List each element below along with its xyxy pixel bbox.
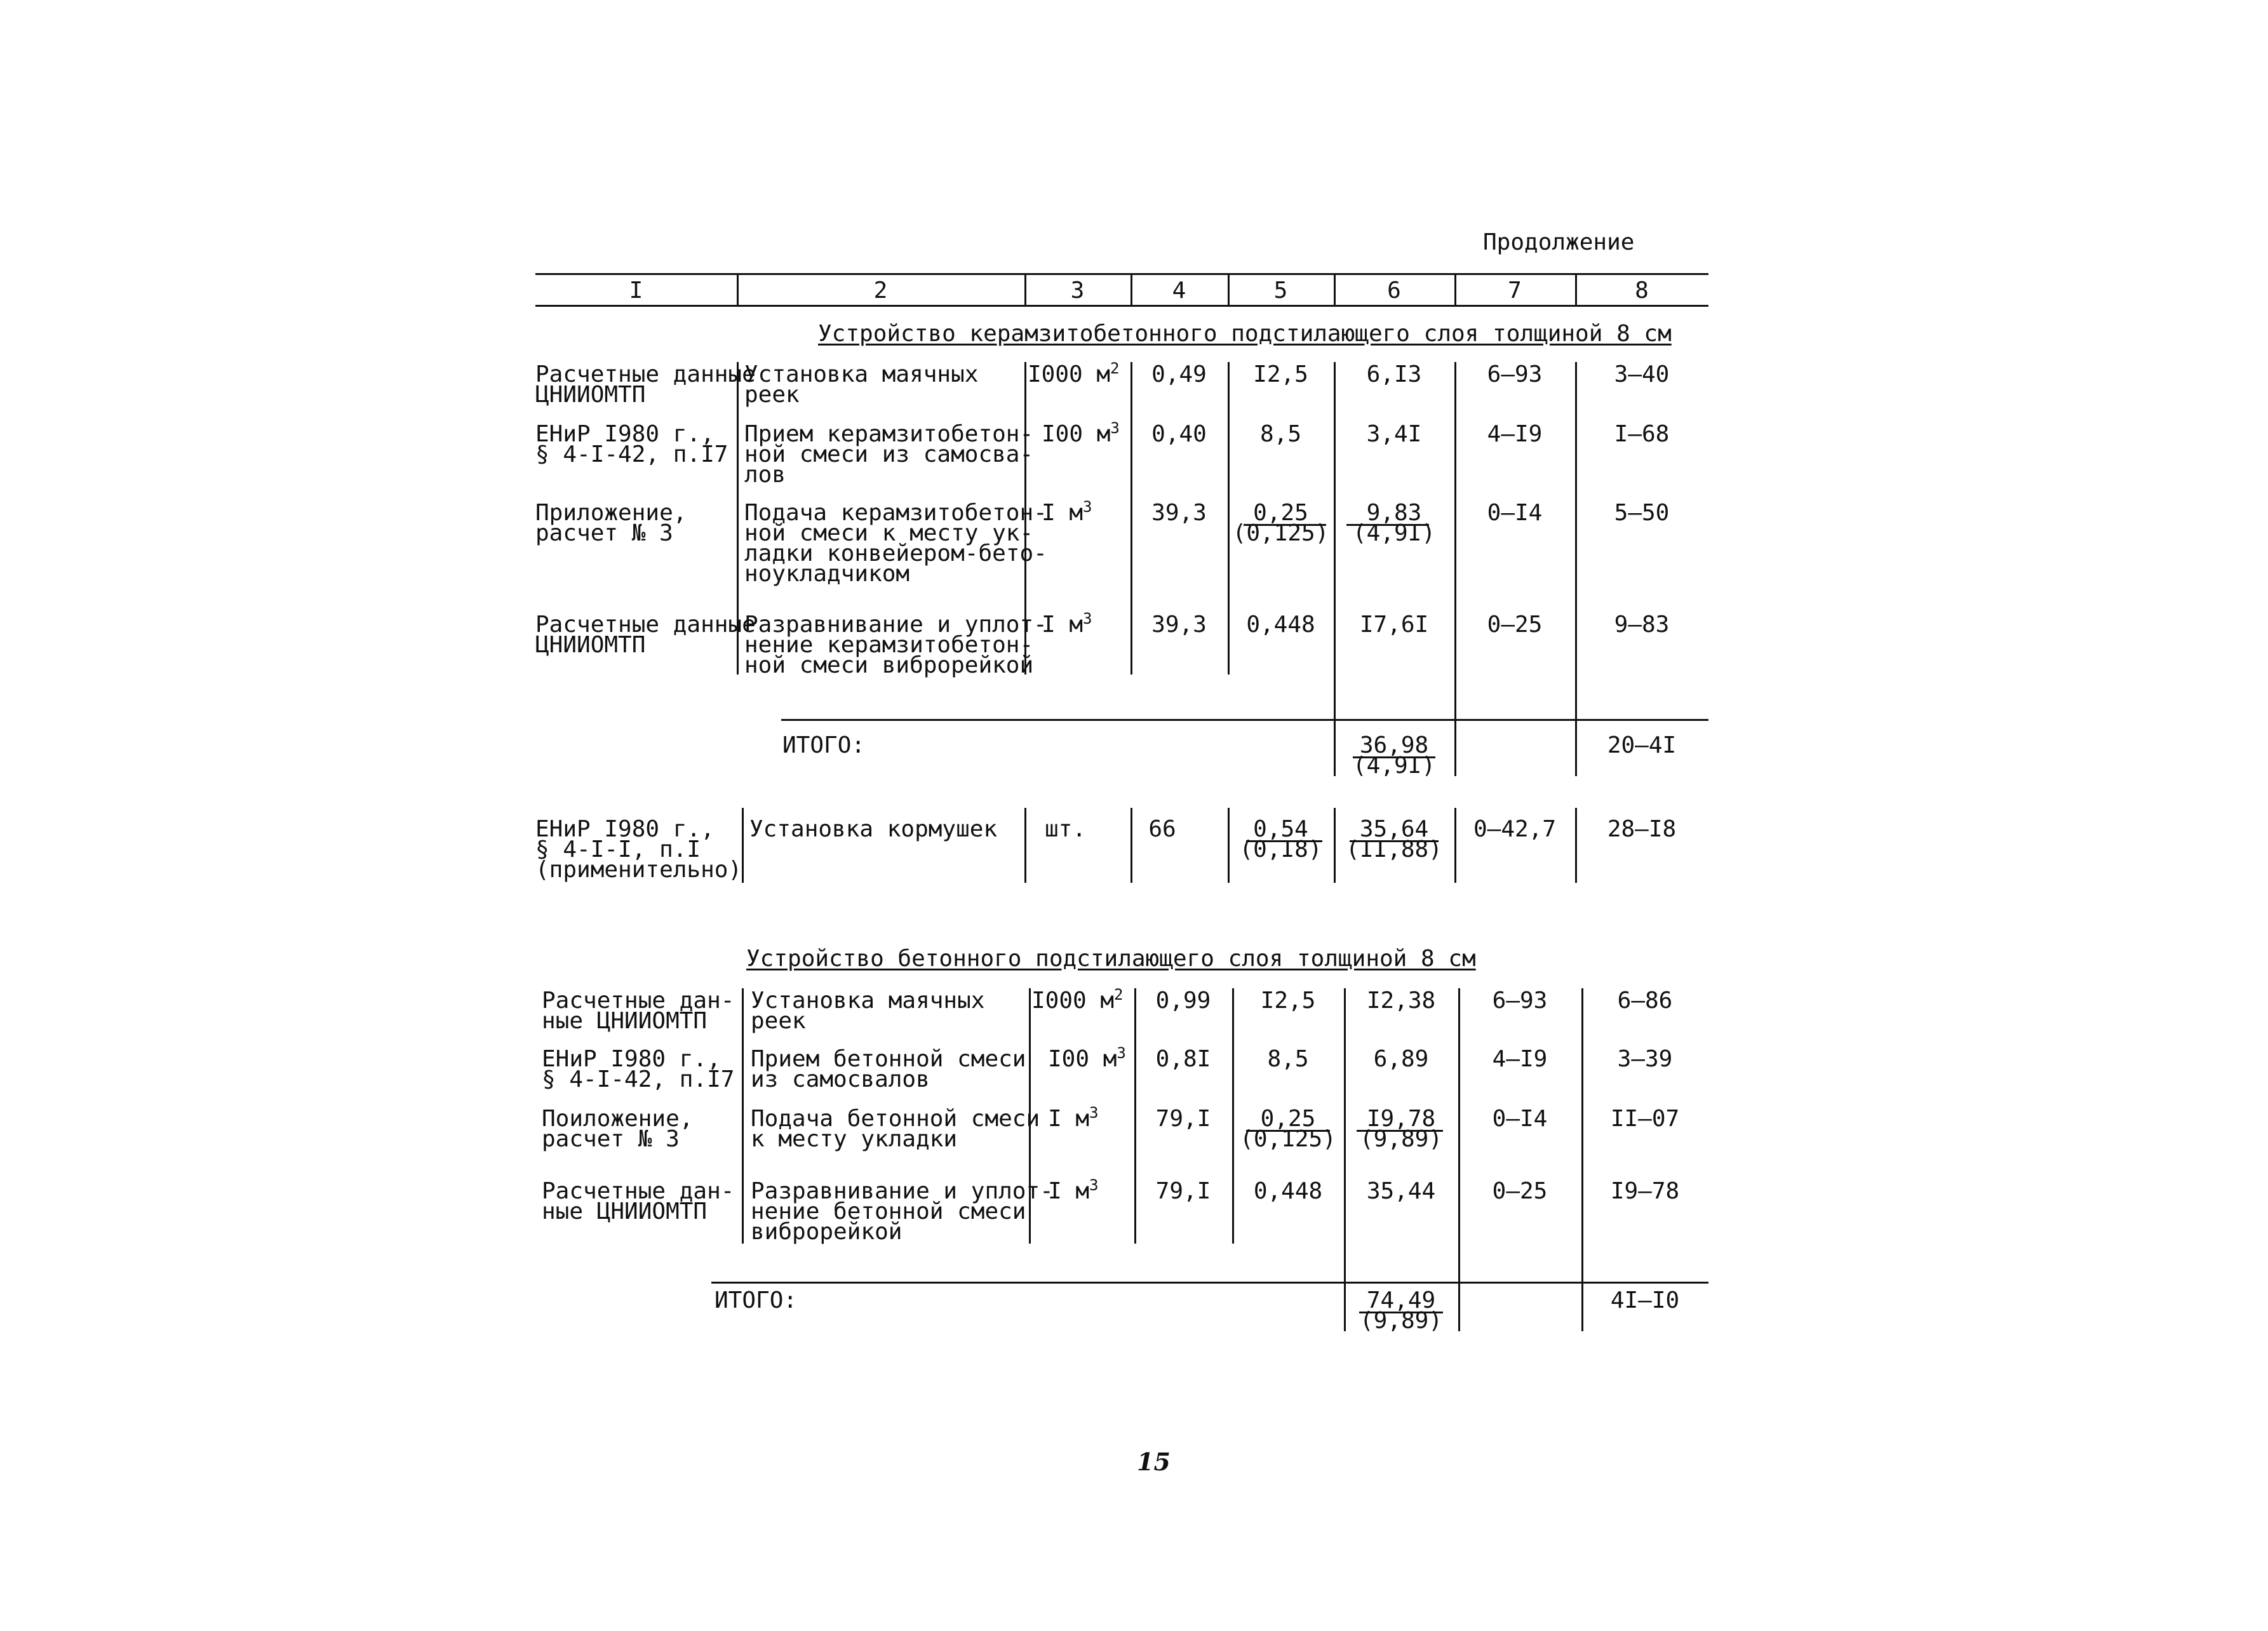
source-cell: ЕНиР I980 г., § 4-I-42, п.I7 bbox=[542, 1046, 735, 1092]
total-label: ИТОГО: bbox=[782, 732, 866, 758]
total-col8: 20–4I bbox=[1607, 732, 1677, 758]
total-rule bbox=[781, 719, 1708, 721]
header-bottom-rule bbox=[535, 305, 1708, 307]
header-col-6: 6 bbox=[1387, 278, 1401, 304]
total-col6-numerator: 36,98 bbox=[1359, 732, 1429, 758]
col8-cell: 3–40 bbox=[1614, 361, 1670, 387]
col4-cell: 0,99 bbox=[1155, 988, 1211, 1014]
header-top-rule bbox=[535, 273, 1708, 275]
col4-cell: 0,49 bbox=[1151, 361, 1207, 387]
col8-cell: 28–I8 bbox=[1607, 816, 1677, 842]
col7-cell: 6–93 bbox=[1492, 988, 1548, 1014]
col7-cell: 0–25 bbox=[1492, 1178, 1548, 1204]
source-cell: Приложение, расчет № 3 bbox=[535, 500, 687, 546]
column-rule bbox=[1581, 988, 1583, 1331]
unit-cell: I $м^3$ bbox=[1042, 498, 1092, 526]
col8-cell: I9–78 bbox=[1610, 1178, 1680, 1204]
total-label: ИТОГО: bbox=[715, 1287, 798, 1313]
source-cell: Расчетные дан- ные ЦНИИОМТП bbox=[542, 1178, 735, 1225]
col4-cell: 79,I bbox=[1155, 1106, 1211, 1132]
col4-cell: 79,I bbox=[1155, 1178, 1211, 1204]
col8-cell: 9–83 bbox=[1614, 612, 1670, 638]
col5-cell: I2,5 bbox=[1253, 361, 1308, 387]
work-cell: Установка маячных реек bbox=[751, 988, 985, 1034]
total-col6-denominator: (9,89) bbox=[1359, 1308, 1443, 1334]
header-col-7: 7 bbox=[1508, 278, 1522, 304]
col8-cell: 5–50 bbox=[1614, 500, 1670, 526]
column-rule bbox=[742, 808, 744, 883]
unit-cell: I $м^3$ bbox=[1042, 610, 1092, 638]
col7-cell: 4–I9 bbox=[1492, 1046, 1548, 1072]
source-cell: Расчетные данные ЦНИИОМТП bbox=[535, 612, 756, 658]
total-col6-denominator: (4,9I) bbox=[1352, 753, 1436, 779]
col5-cell: 8,5 bbox=[1267, 1046, 1309, 1072]
col7-cell: 4–I9 bbox=[1487, 421, 1543, 447]
header-col-1: I bbox=[629, 278, 643, 304]
unit-cell: шт. bbox=[1045, 816, 1087, 842]
column-rule bbox=[1024, 808, 1026, 883]
col6-cell: I7,6I bbox=[1359, 612, 1429, 638]
source-cell: Расчетные дан- ные ЦНИИОМТП bbox=[542, 988, 735, 1034]
col5-denominator: (0,I8) bbox=[1239, 836, 1322, 862]
col5-denominator: (0,125) bbox=[1232, 520, 1329, 546]
col6-cell: I2,38 bbox=[1366, 988, 1436, 1014]
unit-cell: I000 $м^2$ bbox=[1028, 359, 1120, 387]
col8-cell: 6–86 bbox=[1617, 988, 1673, 1014]
col6-cell: 35,44 bbox=[1366, 1178, 1436, 1204]
col8-cell: 3–39 bbox=[1617, 1046, 1673, 1072]
work-cell: Разравнивание и уплот- нение бетонной смеси виброрейкой bbox=[751, 1178, 1054, 1245]
work-cell: Прием керамзитобетон- ной смеси из самосва- лов bbox=[744, 421, 1034, 488]
continuation-label: Продолжение bbox=[1483, 229, 1635, 255]
col8-cell: I–68 bbox=[1614, 421, 1670, 447]
source-cell: Поиложение, расчет № 3 bbox=[542, 1106, 694, 1152]
unit-cell: I00 $м^3$ bbox=[1042, 419, 1120, 447]
header-col-3: 3 bbox=[1070, 278, 1085, 304]
column-rule bbox=[742, 988, 744, 1244]
col4-cell: 39,3 bbox=[1151, 612, 1207, 638]
col6-denominator: (9,89) bbox=[1359, 1126, 1443, 1152]
unit-cell: I000 $м^2$ bbox=[1031, 986, 1124, 1014]
col4-cell: 66 bbox=[1148, 816, 1176, 842]
col6-denominator: (4,9I) bbox=[1352, 520, 1436, 546]
source-cell: ЕНиР I980 г., § 4-I-I, п.I (применительно) bbox=[535, 816, 742, 883]
col7-cell: 0–I4 bbox=[1492, 1106, 1548, 1132]
col7-cell: 0–I4 bbox=[1487, 500, 1543, 526]
section-title: Устройство керамзитобетонного подстилающего слоя толщиной 8 см bbox=[818, 321, 1672, 347]
col5-numerator: 0,25 bbox=[1260, 1106, 1316, 1132]
header-col-5: 5 bbox=[1273, 278, 1288, 304]
col5-denominator: (0,125) bbox=[1240, 1126, 1336, 1152]
col5-cell: 8,5 bbox=[1259, 421, 1302, 447]
column-rule bbox=[1344, 988, 1346, 1331]
total-col6-numerator: 74,49 bbox=[1366, 1287, 1436, 1313]
col5-numerator: 0,25 bbox=[1253, 500, 1308, 526]
unit-cell: I00 $м^3$ bbox=[1048, 1044, 1126, 1072]
source-cell: ЕНиР I980 г., § 4-I-42, п.I7 bbox=[535, 421, 728, 467]
unit-cell: I $м^3$ bbox=[1048, 1104, 1099, 1132]
header-col-2: 2 bbox=[873, 278, 888, 304]
unit-cell: I $м^3$ bbox=[1048, 1176, 1099, 1204]
col4-cell: 39,3 bbox=[1151, 500, 1207, 526]
col5-numerator: 0,54 bbox=[1253, 816, 1308, 842]
col6-numerator: I9,78 bbox=[1366, 1106, 1436, 1132]
work-cell: Разравнивание и уплот- нение керамзитобетон- ной смеси виброрейкой bbox=[744, 612, 1047, 678]
col6-cell: 6,89 bbox=[1373, 1046, 1429, 1072]
work-cell: Установка кормушек bbox=[749, 816, 998, 842]
col5-cell: 0,448 bbox=[1253, 1178, 1323, 1204]
col6-numerator: 35,64 bbox=[1359, 816, 1429, 842]
page-number: 15 bbox=[1137, 1447, 1171, 1476]
source-cell: Расчетные данные ЦНИИОМТП bbox=[535, 361, 756, 408]
work-cell: Подача бетонной смеси к месту укладки bbox=[751, 1106, 1040, 1152]
header-col-8: 8 bbox=[1635, 278, 1649, 304]
total-rule bbox=[711, 1282, 1708, 1284]
col7-cell: 0–25 bbox=[1487, 612, 1543, 638]
col6-numerator: 9,83 bbox=[1366, 500, 1422, 526]
header-col-4: 4 bbox=[1172, 278, 1186, 304]
col5-cell: I2,5 bbox=[1260, 988, 1316, 1014]
section-title: Устройство бетонного подстилающего слоя толщиной 8 см bbox=[746, 946, 1476, 972]
col7-cell: 0–42,7 bbox=[1473, 816, 1557, 842]
col6-cell: 6,I3 bbox=[1366, 361, 1422, 387]
work-cell: Подача керамзитобетон- ной смеси к месту ук- ладки конвейером-бето- ноукладчиком bbox=[744, 500, 1047, 587]
work-cell: Установка маячных реек bbox=[744, 361, 979, 408]
col5-cell: 0,448 bbox=[1246, 612, 1315, 638]
col6-cell: 3,4I bbox=[1366, 421, 1422, 447]
col4-cell: 0,8I bbox=[1155, 1046, 1211, 1072]
work-cell: Прием бетонной смеси из самосвалов bbox=[751, 1046, 1026, 1092]
col6-denominator: (II,88) bbox=[1346, 836, 1442, 862]
column-rule bbox=[1458, 988, 1460, 1331]
col4-cell: 0,40 bbox=[1151, 421, 1207, 447]
col7-cell: 6–93 bbox=[1487, 361, 1543, 387]
total-col8: 4I–I0 bbox=[1610, 1287, 1680, 1313]
col8-cell: II–07 bbox=[1610, 1106, 1680, 1132]
